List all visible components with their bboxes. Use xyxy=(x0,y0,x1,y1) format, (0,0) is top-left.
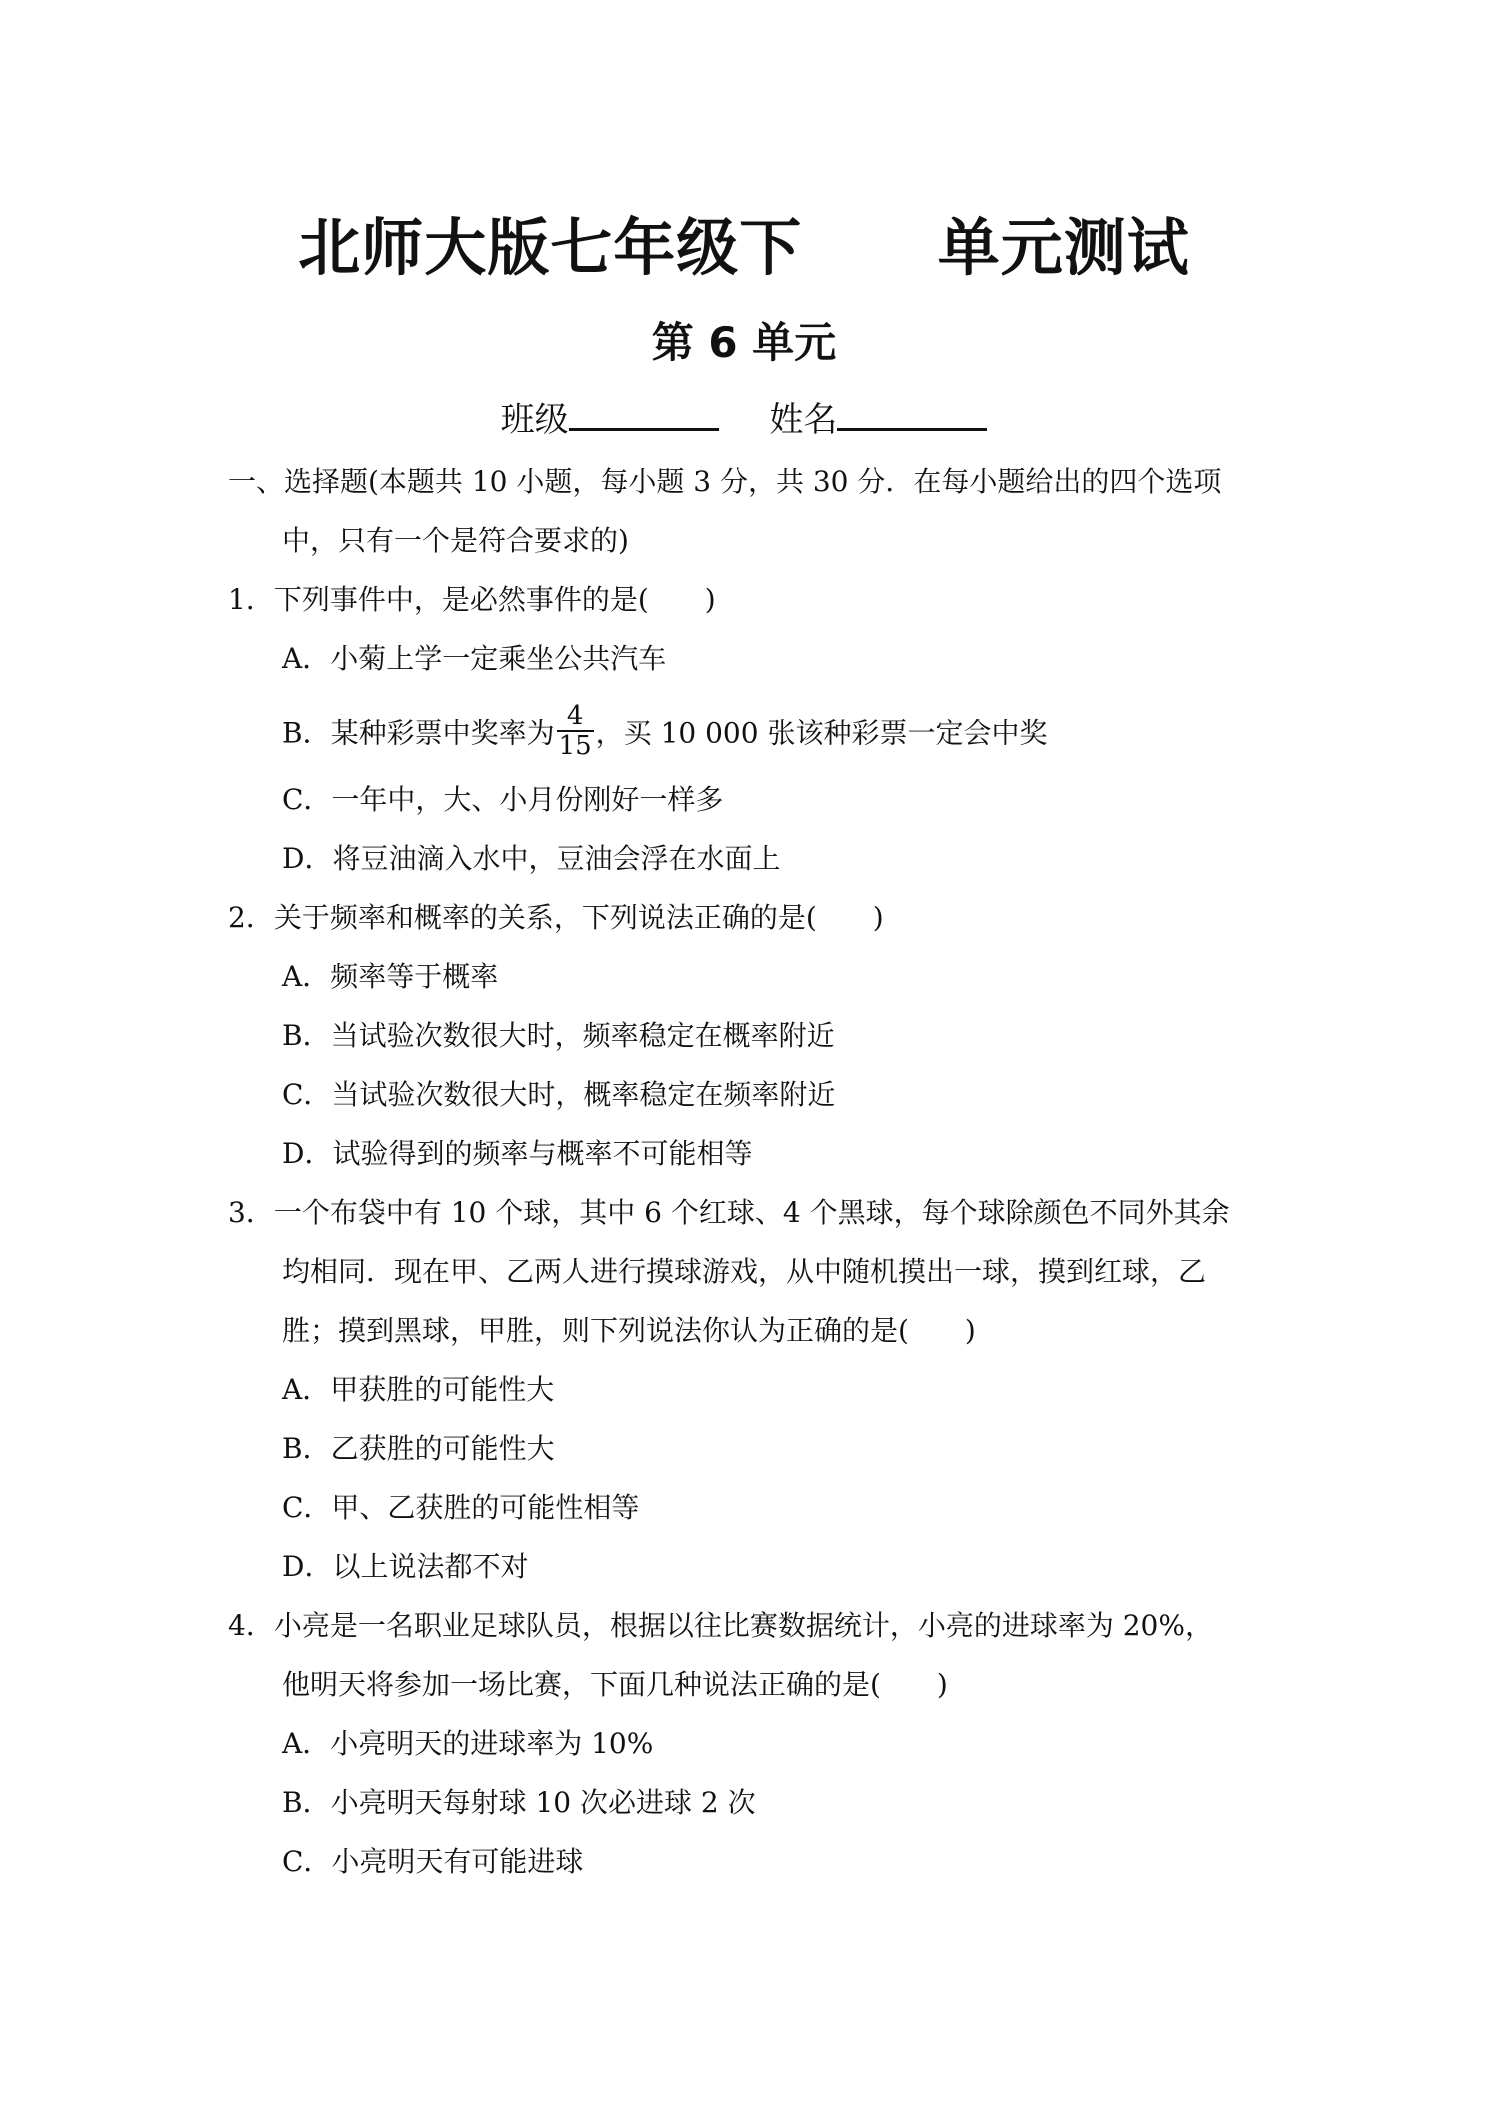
q4-stem-line-1: 4．小亮是一名职业足球队员，根据以往比赛数据统计，小亮的进球率为 20%， xyxy=(228,1609,1213,1642)
q3-stem-line-1: 3．一个布袋中有 10 个球，其中 6 个红球、4 个黑球，每个球除颜色不同外其余 xyxy=(228,1196,1230,1229)
q1-option-a: A．小菊上学一定乘坐公共汽车 xyxy=(282,642,667,675)
q3-stem-line-2: 均相同．现在甲、乙两人进行摸球游戏，从中随机摸出一球，摸到红球，乙 xyxy=(282,1255,1207,1288)
q2-stem: 2．关于频率和概率的关系，下列说法正确的是( ) xyxy=(228,901,884,934)
q3-stem-line-3: 胜；摸到黑球，甲胜，则下列说法你认为正确的是( ) xyxy=(282,1314,976,1347)
q3-option-c: C．甲、乙获胜的可能性相等 xyxy=(282,1491,640,1524)
section-heading-line-1: 一、选择题(本题共 10 小题，每小题 3 分，共 30 分．在每小题给出的四个选项 xyxy=(228,465,1222,498)
q1-option-b xyxy=(282,701,1048,764)
name-blank xyxy=(837,394,987,431)
name-label: 姓名 xyxy=(769,400,838,440)
section-heading-line-2: 中，只有一个是符合要求的) xyxy=(282,524,629,557)
q3-option-d: D．以上说法都不对 xyxy=(282,1550,529,1583)
q4-option-a: A．小亮明天的进球率为 10% xyxy=(282,1727,654,1760)
fraction-numerator: 4 xyxy=(557,702,594,732)
q1-option-b-suffix: ，买 10 000 张该种彩票一定会中奖 xyxy=(595,716,1048,750)
q1-option-d: D．将豆油滴入水中，豆油会浮在水面上 xyxy=(282,842,781,875)
q1-stem: 1．下列事件中，是必然事件的是( ) xyxy=(228,583,716,616)
q3-option-b: B．乙获胜的可能性大 xyxy=(282,1432,555,1465)
q4-option-b: B．小亮明天每射球 10 次必进球 2 次 xyxy=(282,1786,756,1819)
fraction xyxy=(557,702,594,760)
q2-option-d: D．试验得到的频率与概率不可能相等 xyxy=(282,1137,753,1170)
page-title: 北师大版七年级下 单元测试 xyxy=(298,211,1190,284)
q1-option-b-prefix: B．某种彩票中奖率为 xyxy=(282,716,555,750)
student-info-row xyxy=(0,392,1488,441)
q2-option-a: A．频率等于概率 xyxy=(282,960,499,993)
unit-subtitle: 第 6 单元 xyxy=(651,318,837,367)
fraction-denominator: 15 xyxy=(558,731,592,761)
class-label: 班级 xyxy=(500,400,569,440)
q4-stem-line-2: 他明天将参加一场比赛，下面几种说法正确的是( ) xyxy=(282,1668,948,1701)
class-blank xyxy=(569,394,719,431)
q1-option-c: C．一年中，大、小月份刚好一样多 xyxy=(282,783,724,816)
q2-option-b: B．当试验次数很大时，频率稳定在概率附近 xyxy=(282,1019,835,1052)
q4-option-c: C．小亮明天有可能进球 xyxy=(282,1845,584,1878)
q2-option-c: C．当试验次数很大时，概率稳定在频率附近 xyxy=(282,1078,836,1111)
q3-option-a: A．甲获胜的可能性大 xyxy=(282,1373,555,1406)
